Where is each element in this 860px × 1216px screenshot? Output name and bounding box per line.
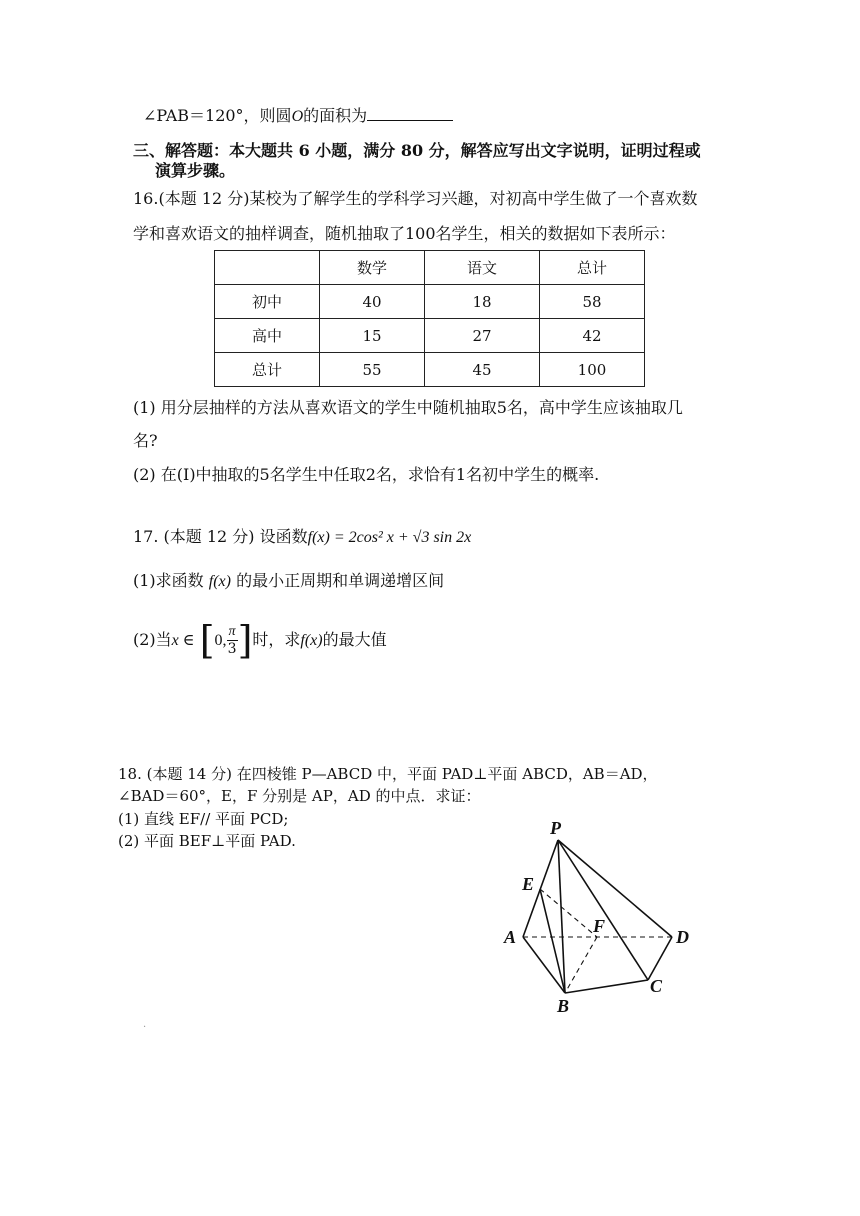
table-cell: 55: [320, 353, 425, 387]
q18-part2: (2) 平面 BEF⊥平面 PAD.: [118, 832, 296, 850]
table-header-row: [215, 251, 645, 285]
q17-part1-prefix: (1)求函数: [133, 571, 204, 590]
q17-formula: (x) = 2cos² x + √3 sin 2x: [312, 529, 472, 546]
q17-part1-suffix: 的最小正周期和单调递增区间: [236, 571, 445, 590]
table-cell: 100: [540, 353, 645, 387]
table-cell: 40: [320, 285, 425, 319]
q17-part2: [133, 619, 387, 661]
fraction-denominator: 3: [227, 641, 237, 657]
label-P: P: [550, 818, 561, 838]
edge-CD: [648, 937, 672, 980]
q17-part2-prefix: (2)当: [133, 630, 172, 649]
table-cell: 42: [540, 319, 645, 353]
q17-part1-func: f(x): [208, 573, 231, 590]
section3-heading-line2: 演算步骤。: [155, 161, 236, 180]
table-header-cell: 总计: [540, 251, 645, 285]
table-cell: 高中: [215, 319, 320, 353]
label-A: A: [504, 927, 517, 947]
q18-line2: ∠BAD＝60°，E，F 分别是 AP，AD 的中点．求证：: [118, 787, 481, 805]
table-header-cell: 语文: [425, 251, 540, 285]
q15-answer-line: [143, 105, 453, 128]
label-C: C: [650, 976, 663, 996]
q17-part2-mid: 时，求: [252, 630, 301, 649]
q16-data-table: [214, 250, 645, 387]
q18-part1: (1) 直线 EF// 平面 PCD;: [118, 810, 289, 828]
q17-formula-lhs: f: [307, 529, 313, 546]
q15-var: O: [291, 108, 304, 125]
table-cell: 总计: [215, 353, 320, 387]
q18-line1: 18. (本题 14 分) 在四棱锥 P—ABCD 中，平面 PAD⊥平面 ABCD，AB＝AD，: [118, 765, 658, 783]
interval-left-bracket: [: [199, 618, 215, 663]
interval-right-bracket: ]: [237, 618, 253, 663]
table-cell: 45: [425, 353, 540, 387]
stray-mark: ·: [143, 1022, 147, 1033]
pyramid-figure: [490, 810, 720, 1015]
interval-left: 0,: [214, 632, 227, 649]
table-cell: 18: [425, 285, 540, 319]
table-cell: 初中: [215, 285, 320, 319]
q17-part2-func: f(x): [300, 632, 323, 649]
table-cell: 15: [320, 319, 425, 353]
q17-intro: 17. (本题 12 分) 设函数: [133, 527, 308, 546]
q16-part1-line2: 名?: [133, 431, 158, 450]
q17-part2-suffix: 的最大值: [322, 630, 387, 649]
q15-answer-blank[interactable]: [367, 106, 453, 121]
table-row: [215, 285, 645, 319]
fraction-numerator: π: [228, 624, 236, 639]
label-F: F: [593, 916, 606, 936]
q16-part1-line1: (1) 用分层抽样的方法从喜欢语文的学生中随机抽取5名，高中学生应该抽取几: [133, 398, 683, 417]
q16-line2: 学和喜欢语文的抽样调查，随机抽取了100名学生，相关的数据如下表所示：: [133, 224, 676, 243]
q17-part2-x: x ∈: [171, 632, 195, 649]
pi-over-3-fraction: [227, 624, 238, 657]
table-header-cell: [215, 251, 320, 285]
table-header-cell: 数学: [320, 251, 425, 285]
table-row: [215, 353, 645, 387]
edge-FB-hidden: [565, 937, 597, 993]
table-cell: 27: [425, 319, 540, 353]
edge-PD: [558, 840, 672, 937]
label-E: E: [522, 874, 535, 894]
q17-part1: [133, 570, 444, 593]
edge-PC: [558, 840, 648, 980]
label-D: D: [676, 927, 689, 947]
q17-intro-line: [133, 526, 471, 549]
q15-angle-text: ∠PAB＝120°，则圆: [143, 106, 292, 125]
edge-EF-hidden: [540, 889, 597, 937]
table-cell: 58: [540, 285, 645, 319]
q16-line1: 16.(本题 12 分)某校为了解学生的学科学习兴趣，对初高中学生做了一个喜欢数: [133, 189, 698, 208]
q16-part2: (2) 在(Ⅰ)中抽取的5名学生中任取2名，求恰有1名初中学生的概率.: [133, 465, 600, 484]
table-row: [215, 319, 645, 353]
section3-heading-line1: 三、解答题：本大题共 6 小题，满分 80 分，解答应写出文字说明，证明过程或: [133, 141, 701, 160]
label-B: B: [557, 996, 570, 1015]
edge-BC: [565, 980, 648, 993]
q15-rest-text: 的面积为: [303, 106, 368, 125]
